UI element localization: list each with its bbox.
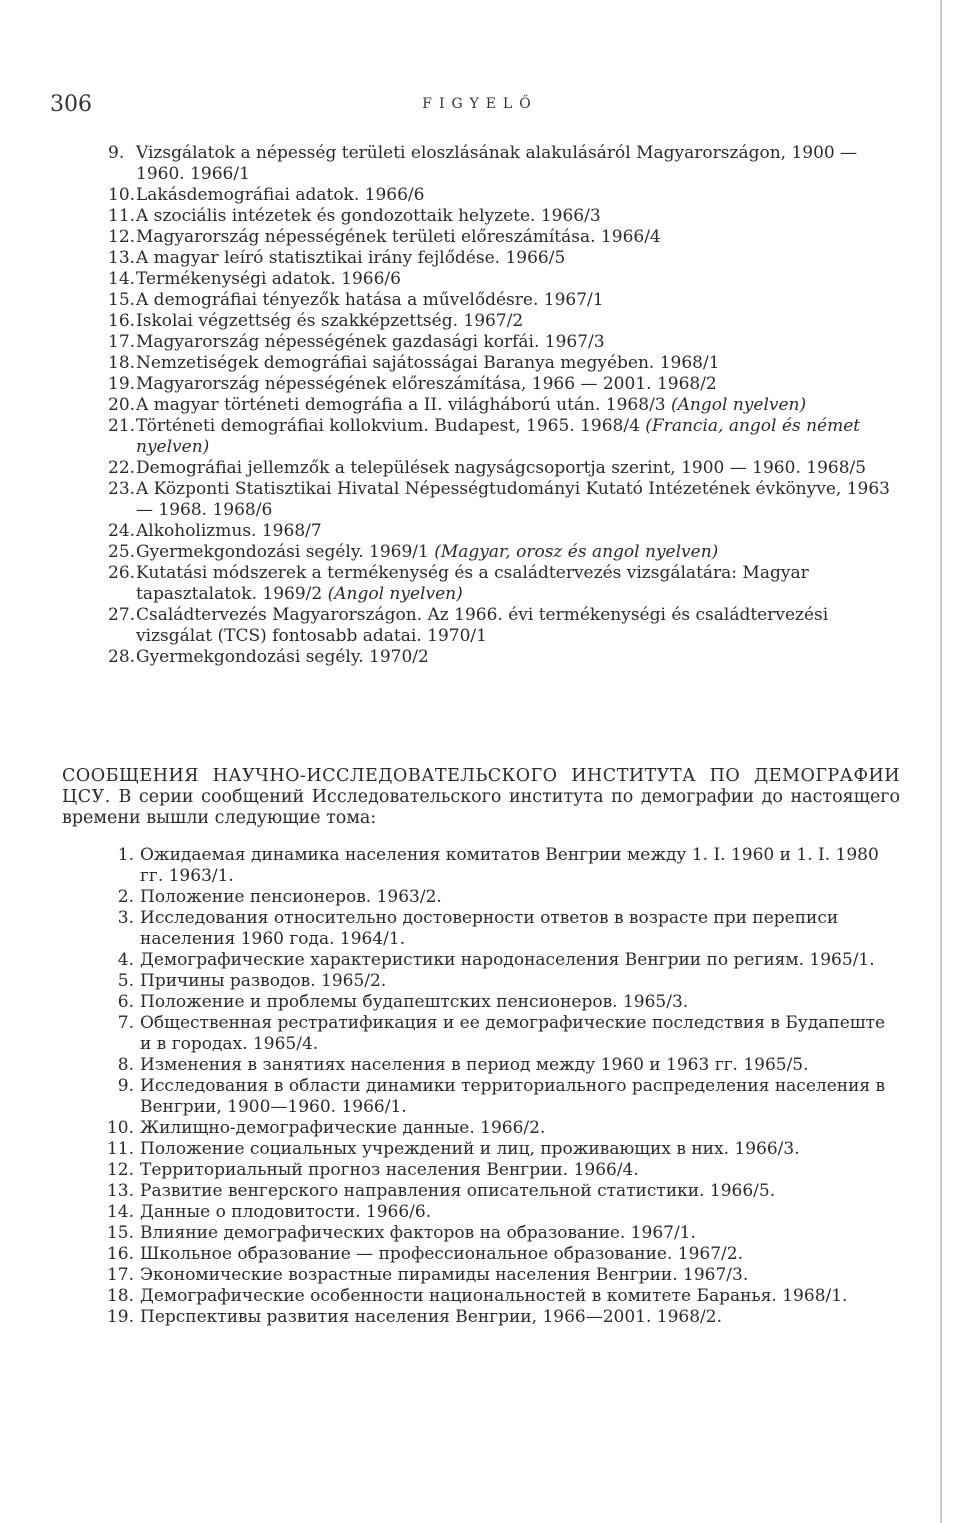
item-text	[136, 647, 900, 668]
list-item	[108, 374, 900, 395]
item-number: 19.	[108, 374, 136, 394]
item-text	[136, 542, 900, 563]
list-item	[90, 1076, 900, 1118]
item-number: 27.	[108, 605, 136, 625]
list-item	[90, 1307, 900, 1328]
item-title: A magyar leíró statisztikai irány fejlődése. 1966/5	[136, 248, 566, 268]
list-item	[108, 542, 900, 563]
item-text	[140, 1223, 900, 1244]
item-text	[140, 1076, 900, 1118]
item-number: 5.	[117, 971, 134, 991]
item-number: 28.	[108, 647, 136, 667]
list-item	[108, 185, 900, 206]
item-title: Alkoholizmus. 1968/7	[136, 521, 322, 541]
item-language-note: (Angol nyelven)	[327, 584, 463, 604]
page-edge-line	[940, 0, 942, 1523]
item-number: 12.	[106, 1160, 134, 1180]
item-number: 8.	[117, 1055, 134, 1075]
item-text	[140, 1160, 900, 1181]
item-title: Nemzetiségek demográfiai sajátosságai Baranya megyében. 1968/1	[136, 353, 720, 373]
item-text	[136, 269, 900, 290]
item-number: 17.	[108, 332, 136, 352]
item-text	[136, 311, 900, 332]
item-title: Демографические характеристики народонаселения Венгрии по региям. 1965/1.	[140, 950, 875, 970]
list-item	[90, 908, 900, 950]
item-title: Magyarország népességének gazdasági korfái. 1967/3	[136, 332, 605, 352]
item-title: A demográfiai tényezők hatása a művelődésre. 1967/1	[136, 290, 604, 310]
list-item	[90, 1055, 900, 1076]
item-text	[140, 1265, 900, 1286]
item-title: Общественная рестратификация и ее демографические последствия в Будапеште и в городах. 1965/4.	[140, 1013, 886, 1054]
item-number: 7.	[117, 1013, 134, 1033]
item-text	[136, 479, 900, 521]
item-title: Gyermekgondozási segély. 1969/1	[136, 542, 435, 562]
list-item	[90, 1013, 900, 1055]
item-text	[140, 1202, 900, 1223]
item-number: 21.	[108, 416, 136, 436]
item-number: 10.	[108, 185, 136, 205]
item-text	[136, 458, 900, 479]
item-number: 24.	[108, 521, 136, 541]
running-head: FIGYELŐ	[422, 96, 538, 112]
russian-section-heading	[62, 766, 900, 829]
item-title: Влияние демографических факторов на образование. 1967/1.	[140, 1223, 696, 1243]
item-title: Családtervezés Magyarországon. Az 1966. évi termékenységi és családtervezési vizsgálat (TCS) fontosabb adatai. 1970/1	[136, 605, 829, 646]
list-item	[108, 206, 900, 227]
item-text	[140, 992, 900, 1013]
item-number: 25.	[108, 542, 136, 562]
item-title: Положение пенсионеров. 1963/2.	[140, 887, 442, 907]
item-number: 18.	[106, 1286, 134, 1306]
item-title: Ожидаемая динамика населения комитатов Венгрии между 1. I. 1960 и 1. I. 1980 гг. 1963/1.	[140, 845, 879, 886]
item-title: Történeti demográfiai kollokvium. Budapest, 1965. 1968/4	[136, 416, 646, 436]
item-title: A Központi Statisztikai Hivatal Népességtudományi Kutató Intézetének évkönyve, 1963 — 1968. 1968/6	[136, 479, 890, 520]
list-item	[90, 1202, 900, 1223]
item-title: Исследования относительно достоверности ответов в возрасте при переписи населения 1960 года. 1964/1.	[140, 908, 839, 949]
item-title: Экономические возрастные пирамиды населения Венгрии. 1967/3.	[140, 1265, 749, 1285]
item-text	[136, 227, 900, 248]
item-text	[136, 605, 900, 647]
list-item	[90, 992, 900, 1013]
item-title: Причины разводов. 1965/2.	[140, 971, 387, 991]
item-text	[136, 353, 900, 374]
russian-publication-list	[90, 845, 900, 1328]
item-text	[136, 206, 900, 227]
item-language-note: (Magyar, orosz és angol nyelven)	[434, 542, 719, 562]
item-title: Lakásdemográfiai adatok. 1966/6	[136, 185, 425, 205]
item-number: 20.	[108, 395, 136, 415]
list-item	[90, 1223, 900, 1244]
list-item	[90, 1139, 900, 1160]
item-number: 10.	[106, 1118, 134, 1138]
item-number: 3.	[117, 908, 134, 928]
list-item	[108, 605, 900, 647]
item-number: 9.	[117, 1076, 134, 1096]
russian-heading-caps: СООБЩЕНИЯ НАУЧНО-ИССЛЕДОВАТЕЛЬСКОГО ИНСТИТУТА ПО ДЕМОГРАФИИ ЦСУ.	[62, 766, 900, 807]
item-title: A magyar történeti demográfia a II. világháború után. 1968/3	[136, 395, 672, 415]
item-number: 13.	[108, 248, 136, 268]
item-number: 14.	[106, 1202, 134, 1222]
item-number: 18.	[108, 353, 136, 373]
item-title: Gyermekgondozási segély. 1970/2	[136, 647, 429, 667]
item-text	[140, 887, 900, 908]
item-text	[140, 1181, 900, 1202]
item-title: Жилищно-демографические данные. 1966/2.	[140, 1118, 546, 1138]
item-text	[140, 1286, 900, 1307]
item-number: 14.	[108, 269, 136, 289]
list-item	[108, 479, 900, 521]
item-text	[136, 416, 900, 458]
item-text	[140, 971, 900, 992]
item-number: 16.	[108, 311, 136, 331]
item-title: Данные о плодовитости. 1966/6.	[140, 1202, 432, 1222]
list-item	[108, 311, 900, 332]
item-text	[136, 143, 900, 185]
item-number: 9.	[108, 143, 125, 163]
item-number: 23.	[108, 479, 136, 499]
item-number: 15.	[106, 1223, 134, 1243]
item-language-note: (Angol nyelven)	[671, 395, 807, 415]
list-item	[108, 248, 900, 269]
list-item	[108, 353, 900, 374]
list-item	[90, 950, 900, 971]
item-title: Kutatási módszerek a termékenység és a családtervezés vizsgálatára: Magyar tapasztalatok. 1969/2	[136, 563, 809, 604]
item-number: 4.	[117, 950, 134, 970]
item-text	[136, 290, 900, 311]
item-title: Изменения в занятиях населения в период между 1960 и 1963 гг. 1965/5.	[140, 1055, 809, 1075]
list-item	[90, 887, 900, 908]
item-text	[136, 185, 900, 206]
item-number: 1.	[117, 845, 134, 865]
item-title: Termékenységi adatok. 1966/6	[136, 269, 401, 289]
list-item	[108, 290, 900, 311]
item-text	[136, 248, 900, 269]
list-item	[108, 332, 900, 353]
item-title: Развитие венгерского направления описательной статистики. 1966/5.	[140, 1181, 776, 1201]
item-title: Magyarország népességének területi előreszámítása. 1966/4	[136, 227, 661, 247]
item-number: 19.	[106, 1307, 134, 1327]
item-number: 12.	[108, 227, 136, 247]
item-number: 11.	[108, 206, 136, 226]
item-text	[140, 1013, 900, 1055]
item-title: Vizsgálatok a népesség területi eloszlásának alakulásáról Magyarországon, 1900 — 1960. 1966/1	[136, 143, 858, 184]
item-title: Demográfiai jellemzők a települések nagyságcsoportja szerint, 1900 — 1960. 1968/5	[136, 458, 867, 478]
list-item	[108, 647, 900, 668]
list-item	[90, 1160, 900, 1181]
hungarian-publication-list	[108, 143, 900, 668]
item-text	[140, 950, 900, 971]
item-text	[140, 845, 900, 887]
item-title: A szociális intézetek és gondozottaik helyzete. 1966/3	[136, 206, 601, 226]
list-item	[90, 845, 900, 887]
list-item	[108, 458, 900, 479]
item-text	[136, 563, 900, 605]
item-title: Положение социальных учреждений и лиц, проживающих в них. 1966/3.	[140, 1139, 800, 1159]
item-title: Исследования в области динамики территориального распределения населения в Венгрии, 1900—1960. 1966/1.	[140, 1076, 886, 1117]
item-text	[136, 374, 900, 395]
item-language-note: (Francia, angol és német nyelven)	[136, 416, 861, 457]
list-item	[90, 1244, 900, 1265]
item-number: 15.	[108, 290, 136, 310]
item-number: 2.	[117, 887, 134, 907]
item-title: Территориальный прогноз населения Венгрии. 1966/4.	[140, 1160, 639, 1180]
list-item	[90, 971, 900, 992]
list-item	[108, 269, 900, 290]
item-number: 6.	[117, 992, 134, 1012]
item-text	[140, 1307, 900, 1328]
item-text	[140, 1139, 900, 1160]
item-title: Iskolai végzettség és szakképzettség. 1967/2	[136, 311, 524, 331]
list-item	[108, 563, 900, 605]
item-title: Школьное образование — профессиональное образование. 1967/2.	[140, 1244, 743, 1264]
item-text	[140, 1055, 900, 1076]
item-text	[136, 395, 900, 416]
item-title: Положение и проблемы будапештских пенсионеров. 1965/3.	[140, 992, 689, 1012]
item-number: 11.	[106, 1139, 134, 1159]
item-title: Перспективы развития населения Венгрии, 1966—2001. 1968/2.	[140, 1307, 722, 1327]
item-number: 13.	[106, 1181, 134, 1201]
list-item	[90, 1181, 900, 1202]
item-text	[140, 908, 900, 950]
item-text	[136, 332, 900, 353]
list-item	[90, 1265, 900, 1286]
list-item	[90, 1118, 900, 1139]
item-number: 16.	[106, 1244, 134, 1264]
item-text	[136, 521, 900, 542]
page-number: 306	[50, 92, 92, 117]
item-title: Демографические особенности национальностей в комитете Баранья. 1968/1.	[140, 1286, 848, 1306]
item-number: 26.	[108, 563, 136, 583]
item-text	[140, 1118, 900, 1139]
russian-intro: В серии сообщений Исследовательского института по демографии до настоящего времени вышли следующие тома:	[62, 787, 900, 828]
list-item	[108, 416, 900, 458]
item-number: 17.	[106, 1265, 134, 1285]
item-text	[140, 1244, 900, 1265]
list-item	[90, 1286, 900, 1307]
item-number: 22.	[108, 458, 136, 478]
list-item	[108, 395, 900, 416]
list-item	[108, 143, 900, 185]
list-item	[108, 227, 900, 248]
list-item	[108, 521, 900, 542]
item-title: Magyarország népességének előreszámítása, 1966 — 2001. 1968/2	[136, 374, 717, 394]
